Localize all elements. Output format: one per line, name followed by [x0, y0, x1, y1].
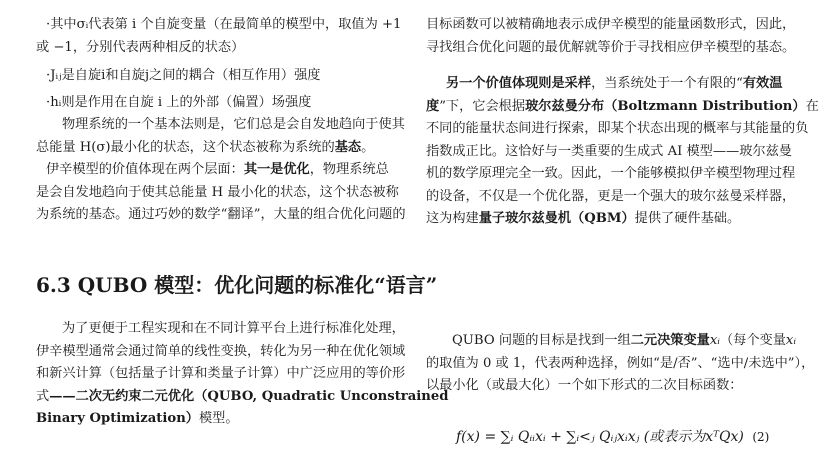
left-column-bottom — [36, 318, 449, 431]
bold-effective-temp-cont: 度 — [426, 98, 440, 114]
text-span: 。 — [361, 139, 375, 155]
qubo-para-3: 和新兴计算（包括量子计算和类量子计算）中广泛应用的等价形 — [36, 366, 406, 381]
paragraph-value-1 — [36, 159, 388, 182]
text-span: ，物理系统总 — [309, 162, 389, 177]
right-sampling-1 — [426, 73, 784, 96]
right-sampling-5: 机的数学原理完全一致。因此，一个能够模拟伊辛模型物理过程 — [426, 166, 796, 181]
bullet-J: ·Jᵢⱼ是自旋i和自旋j之间的耦合（相互作用）强度 — [46, 68, 321, 83]
qubo-goal-3: 以最小化（或最大化）一个如下形式的二次目标函数： — [426, 378, 743, 393]
text-span: 这为构建 — [426, 211, 479, 226]
right-sampling-7 — [426, 208, 784, 231]
bold-effective-temp: 有效温 — [742, 76, 783, 91]
right-sampling-6: 的设备，不仅是一个优化器，更是一个强大的玻尔兹曼采样器， — [426, 188, 796, 204]
paragraph-value-3: 为系统的基态。通过巧妙的数学“翻译”，大量的组合优化问题的 — [36, 207, 406, 222]
text-span: 总能量 H(σ)最小化的状态，这个状态被称为系统的 — [36, 139, 335, 155]
var-xi: xᵢ — [709, 333, 720, 348]
qubo-goal-2: 的取值为 0 或 1，代表两种选择，例如“是/否”、“选中/未选中”）， — [426, 355, 815, 371]
text-span: 提供了硬件基础。 — [634, 211, 741, 226]
qubo-goal-1 — [426, 330, 796, 353]
section-heading: 6.3 QUBO 模型：优化问题的标准化“语言” — [36, 273, 438, 297]
qubo-para-5 — [36, 408, 388, 431]
bold-qubo-name: ——二次无约束二元优化（QUBO, Quadratic Unconstrained — [49, 388, 449, 404]
text-span: 在 — [805, 98, 819, 114]
right-para-1: 目标函数可以被精确地表示成伊辛模型的能量函数形式，因此， — [426, 17, 796, 32]
bold-ground-state: 基态 — [334, 139, 362, 155]
bullet-sigma-cont: 或 −1，分别代表两种相反的状态） — [36, 39, 245, 55]
bullet-h: ·hᵢ则是作用在自旋 i 上的外部（偏置）场强度 — [46, 94, 312, 110]
formula-expression: f(x) = ∑ᵢ Qᵢᵢxᵢ + ∑ᵢ<ⱼ Qᵢⱼxᵢxⱼ (或表示为xᵀQx) — [456, 429, 744, 445]
text-span: ”下，它会根据 — [439, 98, 526, 114]
qubo-para-4 — [36, 386, 449, 409]
bold-qbm: 量子玻尔兹曼机（QBM） — [478, 211, 635, 226]
right-column-top — [426, 14, 819, 231]
right-para-2: 寻找组合优化问题的最优解就等价于寻找相应伊辛模型的基态。 — [426, 39, 796, 55]
text-span: QUBO 问题的目标是找到一组 — [452, 333, 631, 348]
text-span: 模型。 — [198, 411, 239, 426]
qubo-para-1: 为了更便于工程实现和在不同计算平台上进行标准化处理， — [62, 321, 405, 336]
qubo-formula — [456, 426, 769, 446]
right-sampling-4: 指数成正比。这恰好与一类重要的生成式 AI 模型——玻尔兹曼 — [426, 143, 792, 159]
var-xi: xᵢ — [785, 333, 796, 348]
bold-qubo-name-cont: Binary Optimization） — [36, 411, 199, 426]
left-column-top — [36, 14, 406, 227]
text-span: 式 — [36, 388, 50, 404]
qubo-para-2: 伊辛模型通常会通过简单的线性变换，转化为另一种在优化领域 — [36, 343, 406, 359]
formula-number: (2) — [752, 430, 770, 444]
paragraph-value-2: 是会自发地趋向于使其总能量 H 最小化的状态，这个状态被称 — [36, 184, 399, 200]
text-span: （每个变量 — [719, 333, 786, 348]
right-column-bottom — [426, 330, 815, 398]
bullet-sigma: ·其中σᵢ代表第 i 个自旋变量（在最简单的模型中，取值为 +1 — [46, 17, 402, 32]
right-sampling-2 — [426, 96, 819, 119]
bold-sampling: 另一个价值体现则是采样 — [446, 76, 592, 91]
paragraph-physics-2 — [36, 137, 388, 160]
text-span: 伊辛模型的价值体现在两个层面： — [46, 162, 244, 177]
bold-binary-vars: 二元决策变量 — [630, 333, 710, 348]
paragraph-physics-1: 物理系统的一个基本法则是，它们总是会自发地趋向于使其 — [62, 117, 405, 132]
bold-optimization: 其一是优化 — [243, 162, 310, 177]
text-span: ，当系统处于一个有限的“ — [591, 76, 743, 91]
bold-boltzmann-dist: 玻尔兹曼分布（Boltzmann Distribution） — [525, 98, 806, 114]
right-sampling-3: 不同的能量状态间进行探索，即某个状态出现的概率与其能量的负 — [426, 121, 809, 136]
